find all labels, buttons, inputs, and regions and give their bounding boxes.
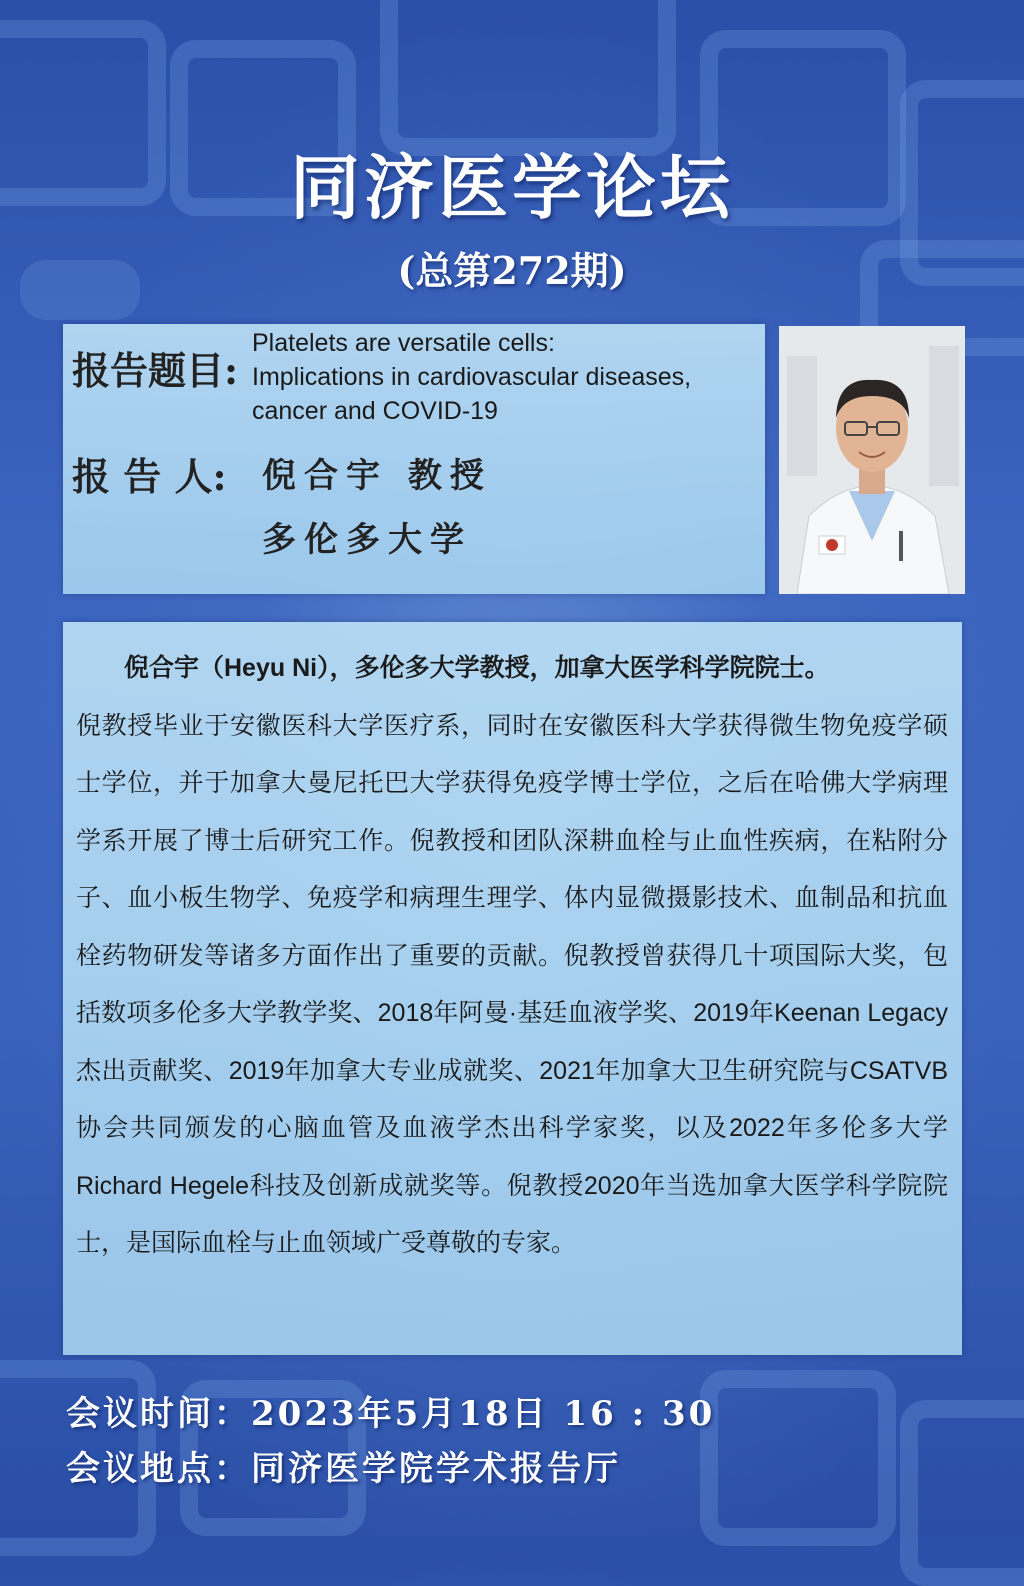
topic-text xyxy=(252,326,691,428)
speaker-photo xyxy=(779,326,965,594)
speaker-name: 倪合宇 教授 xyxy=(262,456,492,496)
speaker-affiliation: 多伦多大学 xyxy=(262,520,472,560)
speaker-bio xyxy=(76,640,948,1273)
topic-line: cancer and COVID-19 xyxy=(252,397,498,425)
meeting-location: 会议地点：同济医学院学术报告厅 xyxy=(66,1449,621,1489)
speaker-label: 报 告 人: xyxy=(72,454,227,499)
topic-label: 报告题目: xyxy=(72,348,239,393)
topic-line: Implications in cardiovascular diseases, xyxy=(252,363,692,391)
speaker-portrait-icon xyxy=(779,326,965,594)
issue-number: (总第272期) xyxy=(397,248,627,293)
bio-lead: 倪合宇（Heyu Ni），多伦多大学教授，加拿大医学科学院院士。 xyxy=(124,654,830,682)
bio-body: 倪教授毕业于安徽医科大学医疗系，同时在安徽医科大学获得微生物免疫学硕士学位，并于加拿大曼尼托巴大学获得免疫学博士学位，之后在哈佛大学病理学系开展了博士后研究工作。倪教授和团队深耕血栓与止血性疾病，在粘附分子、血小板生物学、免疫学和病理生理学、体内显微摄影技术、血制品和抗血栓药物研发等诸多方面作出了重要的贡献。倪教授曾获得几十项国际大奖，包括数项多伦多大学教学奖、2018年阿曼·基廷血液学奖、2019年Keenan Legacy杰出贡献奖、2019年加拿大专业成就奖、2021年加拿大卫生研究院与CSATVB协会共同颁发的心脑血管及血液学杰出科学家奖，以及2022年多伦多大学Richard Hegele科技及创新成就奖等。倪教授2020年当选加拿大医学科学院院士，是国际血栓与止血领域广受尊敬的专家。 xyxy=(76,711,948,1257)
topic-line: Platelets are versatile cells: xyxy=(252,329,555,357)
meeting-time: 会议时间：2023年5月18日 16 : 30 xyxy=(66,1394,716,1434)
page-title: 同济医学论坛 xyxy=(290,146,734,229)
